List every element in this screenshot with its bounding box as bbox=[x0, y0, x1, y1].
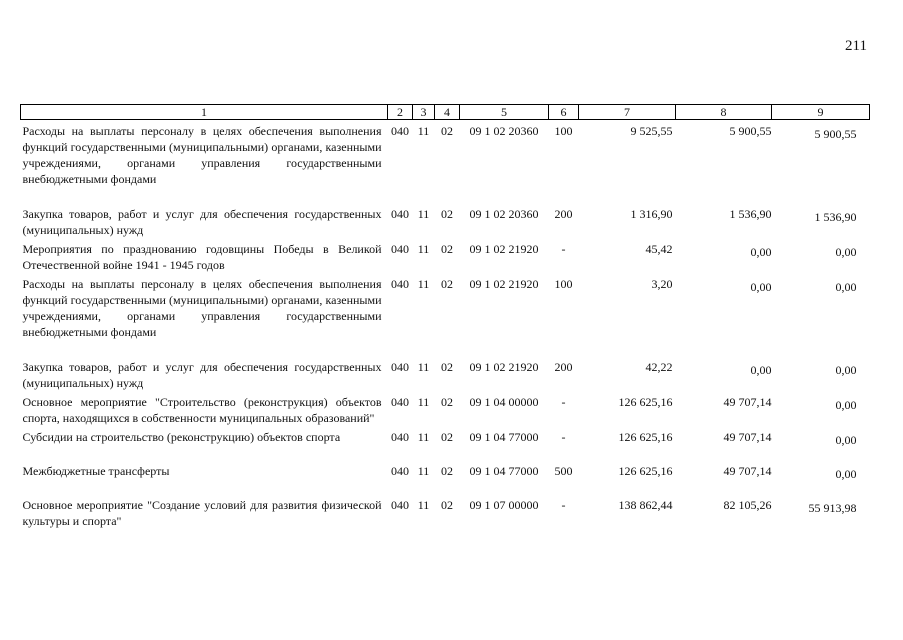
header-col-9: 9 bbox=[772, 105, 870, 120]
row-name: Субсидии на строительство (реконструкцию) объектов спорта bbox=[22, 430, 341, 444]
table-row bbox=[21, 391, 870, 426]
row-expense-type: 500 bbox=[554, 464, 573, 478]
row-amount-8: 1 536,90 bbox=[729, 207, 772, 221]
row-name: Мероприятия по празднованию годовщины Победы в Великой Отечественной войне 1941 - 1945 годов bbox=[22, 242, 382, 272]
row-name: Межбюджетные трансферты bbox=[22, 464, 170, 478]
row-ministry-code: 040 bbox=[391, 124, 409, 138]
row-target-article: 09 1 02 21920 bbox=[469, 242, 539, 256]
row-section-code: 11 bbox=[417, 498, 430, 512]
row-target-article: 09 1 02 21920 bbox=[469, 360, 539, 374]
table-row bbox=[21, 273, 870, 356]
row-name: Расходы на выплаты персоналу в целях обеспечения выполнения функций государственными (муниципальными) органами, казенными учреждениями, органами управления государственными внебюджетными фондами bbox=[22, 124, 382, 186]
row-amount-9: 0,00 bbox=[835, 280, 857, 294]
row-section-code: 11 bbox=[417, 277, 430, 291]
row-amount-9: 0,00 bbox=[835, 467, 857, 481]
row-expense-type: - bbox=[561, 395, 566, 409]
row-expense-type: 200 bbox=[554, 207, 573, 221]
row-amount-9: 0,00 bbox=[835, 363, 857, 377]
table-row bbox=[21, 120, 870, 204]
row-amount-7: 3,20 bbox=[651, 277, 673, 291]
table-row bbox=[21, 203, 870, 238]
row-amount-8: 82 105,26 bbox=[723, 498, 772, 512]
row-amount-8: 5 900,55 bbox=[729, 124, 772, 138]
row-section-code: 11 bbox=[417, 430, 430, 444]
table-row bbox=[21, 238, 870, 273]
row-section-code: 11 bbox=[417, 124, 430, 138]
row-target-article: 09 1 02 20360 bbox=[469, 124, 539, 138]
row-amount-9: 5 900,55 bbox=[814, 127, 857, 141]
row-amount-9: 0,00 bbox=[835, 245, 857, 259]
header-col-4: 4 bbox=[435, 105, 460, 120]
row-ministry-code: 040 bbox=[391, 277, 409, 291]
row-amount-8: 0,00 bbox=[750, 280, 772, 294]
row-amount-8: 0,00 bbox=[750, 245, 772, 259]
row-amount-7: 45,42 bbox=[645, 242, 673, 256]
row-amount-7: 9 525,55 bbox=[630, 124, 673, 138]
row-target-article: 09 1 07 00000 bbox=[469, 498, 539, 512]
row-name: Расходы на выплаты персоналу в целях обеспечения выполнения функций государственными (муниципальными) органами, казенными учреждениями, органами управления государственными внебюджетными фондами bbox=[22, 277, 382, 339]
row-name: Основное мероприятие "Создание условий для развития физической культуры и спорта" bbox=[22, 498, 382, 528]
row-target-article: 09 1 02 20360 bbox=[469, 207, 539, 221]
table-row bbox=[21, 460, 870, 494]
header-col-7: 7 bbox=[579, 105, 676, 120]
row-amount-7: 138 862,44 bbox=[618, 498, 673, 512]
row-subsection-code: 02 bbox=[441, 464, 453, 478]
row-subsection-code: 02 bbox=[441, 430, 453, 444]
row-amount-7: 42,22 bbox=[645, 360, 673, 374]
row-subsection-code: 02 bbox=[441, 360, 453, 374]
row-subsection-code: 02 bbox=[441, 124, 453, 138]
header-col-6: 6 bbox=[549, 105, 579, 120]
table-header bbox=[21, 105, 870, 120]
row-section-code: 11 bbox=[417, 464, 430, 478]
row-ministry-code: 040 bbox=[391, 207, 409, 221]
row-subsection-code: 02 bbox=[441, 242, 453, 256]
header-col-3: 3 bbox=[413, 105, 435, 120]
row-name: Основное мероприятие "Строительство (реконструкция) объектов спорта, находящихся в собственности муниципальных образований" bbox=[22, 395, 382, 425]
row-expense-type: 100 bbox=[554, 124, 573, 138]
header-col-5: 5 bbox=[460, 105, 549, 120]
header-col-1: 1 bbox=[21, 105, 388, 120]
budget-table bbox=[20, 104, 870, 529]
page-number: 211 bbox=[845, 38, 867, 54]
row-amount-7: 126 625,16 bbox=[618, 430, 673, 444]
row-section-code: 11 bbox=[417, 395, 430, 409]
row-amount-9: 1 536,90 bbox=[814, 210, 857, 224]
row-amount-9: 0,00 bbox=[835, 433, 857, 447]
row-target-article: 09 1 04 77000 bbox=[469, 464, 539, 478]
row-ministry-code: 040 bbox=[391, 242, 409, 256]
row-target-article: 09 1 02 21920 bbox=[469, 277, 539, 291]
row-ministry-code: 040 bbox=[391, 395, 409, 409]
row-subsection-code: 02 bbox=[441, 395, 453, 409]
row-amount-7: 1 316,90 bbox=[630, 207, 673, 221]
row-ministry-code: 040 bbox=[391, 498, 409, 512]
row-amount-8: 49 707,14 bbox=[723, 464, 772, 478]
row-amount-9: 0,00 bbox=[835, 398, 857, 412]
row-target-article: 09 1 04 77000 bbox=[469, 430, 539, 444]
row-section-code: 11 bbox=[417, 207, 430, 221]
row-amount-9: 55 913,98 bbox=[808, 501, 857, 515]
row-ministry-code: 040 bbox=[391, 360, 409, 374]
row-amount-8: 49 707,14 bbox=[723, 395, 772, 409]
header-col-8: 8 bbox=[676, 105, 772, 120]
row-section-code: 11 bbox=[417, 360, 430, 374]
row-ministry-code: 040 bbox=[391, 464, 409, 478]
row-expense-type: 100 bbox=[554, 277, 573, 291]
row-target-article: 09 1 04 00000 bbox=[469, 395, 539, 409]
row-ministry-code: 040 bbox=[391, 430, 409, 444]
row-amount-8: 49 707,14 bbox=[723, 430, 772, 444]
row-name: Закупка товаров, работ и услуг для обеспечения государственных (муниципальных) нужд bbox=[22, 207, 382, 237]
row-expense-type: 200 bbox=[554, 360, 573, 374]
row-subsection-code: 02 bbox=[441, 277, 453, 291]
row-subsection-code: 02 bbox=[441, 207, 453, 221]
row-amount-8: 0,00 bbox=[750, 363, 772, 377]
row-name: Закупка товаров, работ и услуг для обеспечения государственных (муниципальных) нужд bbox=[22, 360, 382, 390]
row-subsection-code: 02 bbox=[441, 498, 453, 512]
row-section-code: 11 bbox=[417, 242, 430, 256]
row-amount-7: 126 625,16 bbox=[618, 395, 673, 409]
table-row bbox=[21, 356, 870, 391]
row-expense-type: - bbox=[561, 430, 566, 444]
row-amount-7: 126 625,16 bbox=[618, 464, 673, 478]
row-expense-type: - bbox=[561, 498, 566, 512]
row-expense-type: - bbox=[561, 242, 566, 256]
table-row bbox=[21, 426, 870, 460]
table-row bbox=[21, 494, 870, 529]
header-col-2: 2 bbox=[388, 105, 413, 120]
